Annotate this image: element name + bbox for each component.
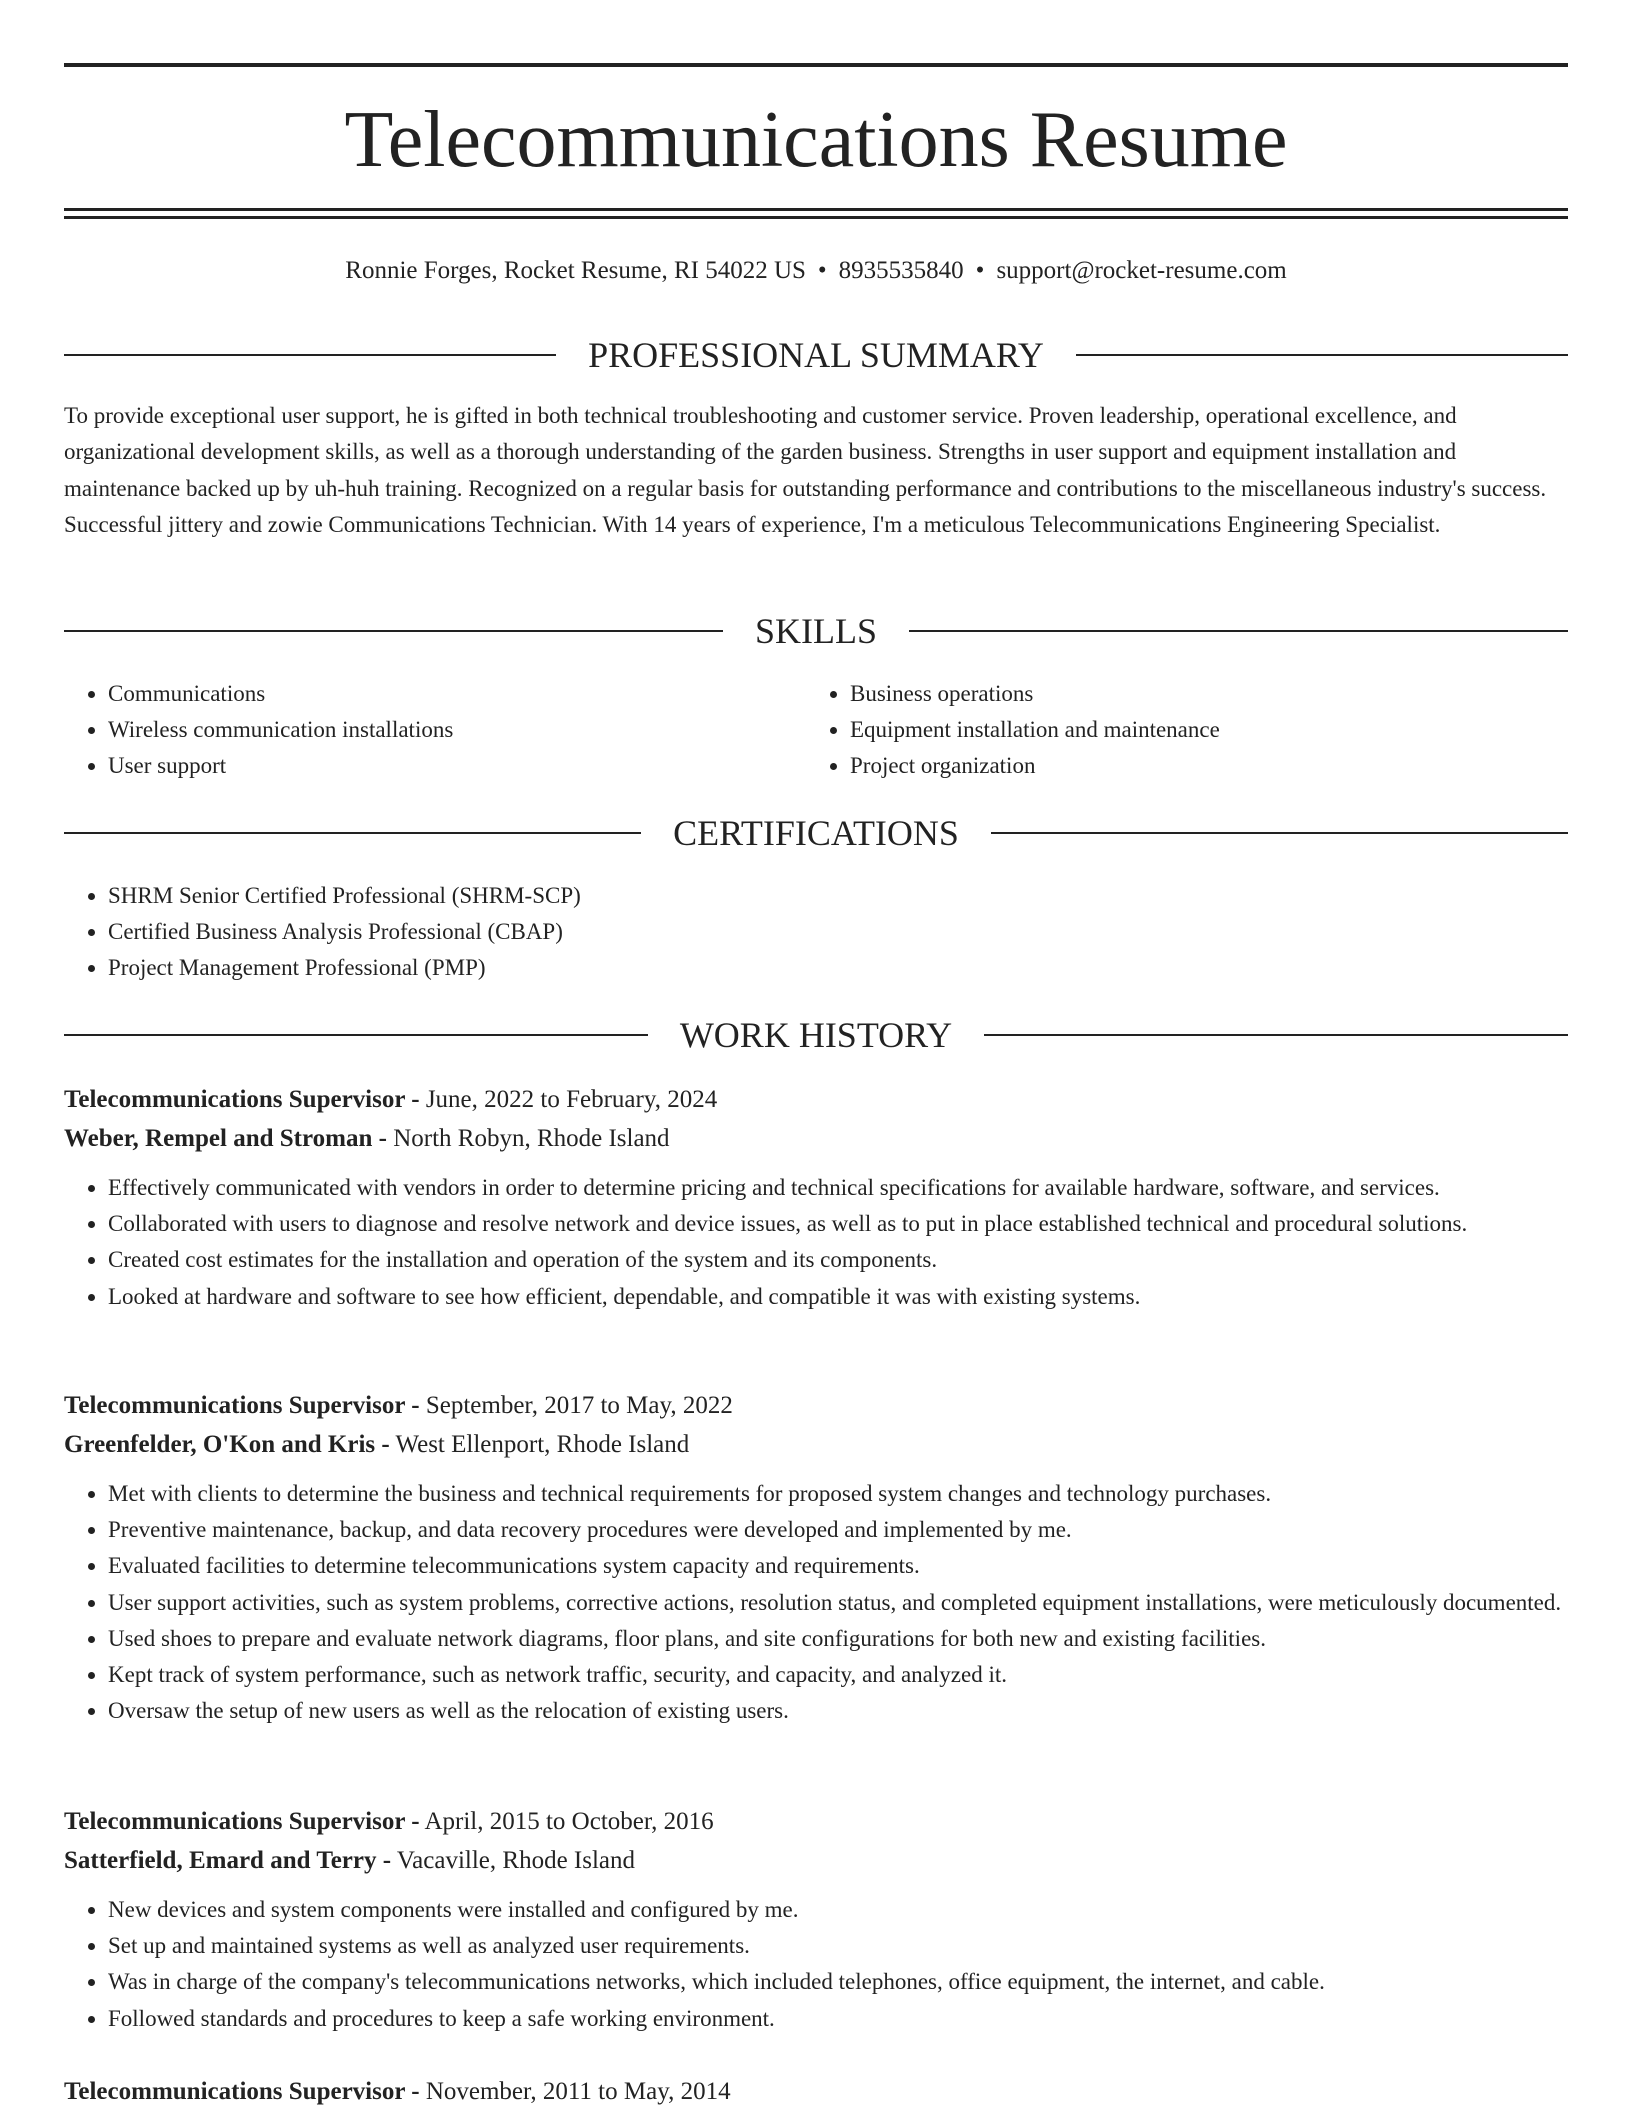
- job-duty: • Looked at hardware and software to see how efficient, dependable, and compatible it was with existing systems.: [108, 1279, 1568, 1315]
- job-title-line: Telecommunications Supervisor - June, 2022 to February, 2024: [64, 1086, 718, 1113]
- job-title: Telecommunications Supervisor: [64, 1808, 405, 1835]
- job-duty: • Preventive maintenance, backup, and data recovery procedures were developed and implemented by me.: [108, 1512, 1568, 1548]
- title-double-rule-lower: [64, 216, 1568, 219]
- heading-rule-left: [64, 832, 641, 834]
- job-title-line: Telecommunications Supervisor - September, 2017 to May, 2022: [64, 1392, 733, 1419]
- heading-rule-left: [64, 1034, 648, 1036]
- summary-text: To provide exceptional user support, he is gifted in both technical troubleshooting and customer service. Proven leadership, operational excellence, and organizational development skills, as well as a thorough understanding of the garden business. Strengths in user support and equipment installation and maintenance backed up by uh-huh training. Recognized on a regular basis for outstanding performance and contributions to the miscellaneous industry's success. Successful jittery and zowie Communications Technician. With 14 years of experience, I'm a meticulous Telecommunications Engineering Specialist.: [64, 403, 1547, 537]
- heading-rule-right: [909, 630, 1568, 632]
- job-company-line: Weber, Rempel and Stroman - North Robyn, Rhode Island: [64, 1125, 670, 1152]
- job-duty: • Oversaw the setup of new users as well as the relocation of existing users.: [108, 1693, 1568, 1729]
- section-heading-work-history: [64, 1013, 1568, 1057]
- job-dates: November, 2011 to May, 2014: [425, 2078, 731, 2105]
- skills-column-left: [64, 676, 806, 785]
- job-duty: • Evaluated facilities to determine telecommunications system capacity and requirements.: [108, 1548, 1568, 1584]
- job-title-line: Telecommunications Supervisor - April, 2015 to October, 2016: [64, 1808, 714, 1835]
- job-duty: • Followed standards and procedures to keep a safe working environment.: [108, 2001, 1568, 2037]
- section-title: WORK HISTORY: [679, 1015, 953, 1055]
- skill-item: • Communications: [108, 676, 806, 712]
- job-duty: • Was in charge of the company's telecommunications networks, which included telephones, office equipment, the internet, and cable.: [108, 1964, 1568, 2000]
- page-title: Telecommunications Resume: [344, 96, 1288, 184]
- heading-rule-right: [984, 1034, 1568, 1036]
- job-company: Satterfield, Emard and Terry: [64, 1847, 377, 1874]
- job-dates: September, 2017 to May, 2022: [425, 1392, 733, 1419]
- contact-separator: •: [817, 257, 827, 284]
- job-location: West Ellenport, Rhode Island: [395, 1431, 690, 1458]
- contact-address: Ronnie Forges, Rocket Resume, RI 54022 US: [345, 257, 806, 284]
- skills-column-right: [806, 676, 1548, 785]
- section-heading-certifications: [64, 811, 1568, 855]
- section-title: CERTIFICATIONS: [673, 813, 959, 853]
- job-duty: • New devices and system components were installed and configured by me.: [108, 1892, 1568, 1928]
- section-heading-summary: [64, 333, 1568, 377]
- job-title: Telecommunications Supervisor: [64, 1086, 405, 1113]
- certification-item: • Certified Business Analysis Professional (CBAP): [108, 914, 1568, 950]
- job-company: Weber, Rempel and Stroman: [64, 1125, 373, 1152]
- job-duties: [64, 1892, 1568, 2037]
- skill-item: • Business operations: [850, 676, 1548, 712]
- top-rule: [64, 63, 1568, 67]
- job-company-line: Satterfield, Emard and Terry - Vacaville, Rhode Island: [64, 1847, 636, 1874]
- job-title-line: Telecommunications Supervisor - November, 2011 to May, 2014: [64, 2078, 731, 2105]
- job-location: North Robyn, Rhode Island: [393, 1125, 670, 1152]
- title-double-rule-upper: [64, 208, 1568, 211]
- skills-list: [64, 676, 1568, 785]
- job-duty: • User support activities, such as system problems, corrective actions, resolution status, and completed equipment installations, were meticulously documented.: [108, 1585, 1568, 1621]
- skill-item: • Wireless communication installations: [108, 712, 806, 748]
- heading-rule-right: [1076, 354, 1568, 356]
- job-duty: • Collaborated with users to diagnose and resolve network and device issues, as well as to put in place established technical and procedural solutions.: [108, 1206, 1568, 1242]
- certifications-list: [64, 878, 1568, 987]
- job-company-line: Greenfelder, O'Kon and Kris - West Ellenport, Rhode Island: [64, 1431, 690, 1458]
- job-duties: [64, 1170, 1568, 1315]
- job-title: Telecommunications Supervisor: [64, 2078, 405, 2105]
- section-heading-skills: [64, 609, 1568, 653]
- job-location: Vacaville, Rhode Island: [396, 1847, 636, 1874]
- job-entry: [64, 2072, 1568, 2111]
- job-company: Greenfelder, O'Kon and Kris: [64, 1431, 376, 1458]
- contact-separator: •: [975, 257, 985, 284]
- job-duties: [64, 1476, 1568, 1729]
- section-title: PROFESSIONAL SUMMARY: [588, 335, 1044, 375]
- skill-item: • Project organization: [850, 748, 1548, 784]
- job-entry: [64, 1080, 1568, 1315]
- heading-rule-left: [64, 354, 556, 356]
- job-title: Telecommunications Supervisor: [64, 1392, 405, 1419]
- job-duty: • Used shoes to prepare and evaluate network diagrams, floor plans, and site configurations for both new and existing facilities.: [108, 1621, 1568, 1657]
- certification-item: • SHRM Senior Certified Professional (SHRM-SCP): [108, 878, 1568, 914]
- contact-phone: 8935535840: [838, 257, 964, 284]
- job-duty: • Created cost estimates for the installation and operation of the system and its components.: [108, 1242, 1568, 1278]
- job-duty: • Effectively communicated with vendors in order to determine pricing and technical specifications for available hardware, software, and services.: [108, 1170, 1568, 1206]
- skill-item: • User support: [108, 748, 806, 784]
- section-title: SKILLS: [755, 611, 878, 651]
- job-duty: • Met with clients to determine the business and technical requirements for proposed system changes and technology purchases.: [108, 1476, 1568, 1512]
- contact-line: [64, 253, 1568, 289]
- heading-rule-right: [991, 832, 1568, 834]
- job-entry: [64, 1386, 1568, 1729]
- job-duty: • Kept track of system performance, such as network traffic, security, and capacity, and analyzed it.: [108, 1657, 1568, 1693]
- certification-item: • Project Management Professional (PMP): [108, 950, 1568, 986]
- job-dates: April, 2015 to October, 2016: [424, 1808, 714, 1835]
- contact-email: support@rocket-resume.com: [996, 257, 1287, 284]
- heading-rule-left: [64, 630, 723, 632]
- job-duty: • Set up and maintained systems as well as analyzed user requirements.: [108, 1928, 1568, 1964]
- skill-item: • Equipment installation and maintenance: [850, 712, 1548, 748]
- job-dates: June, 2022 to February, 2024: [425, 1086, 718, 1113]
- job-entry: [64, 1802, 1568, 2037]
